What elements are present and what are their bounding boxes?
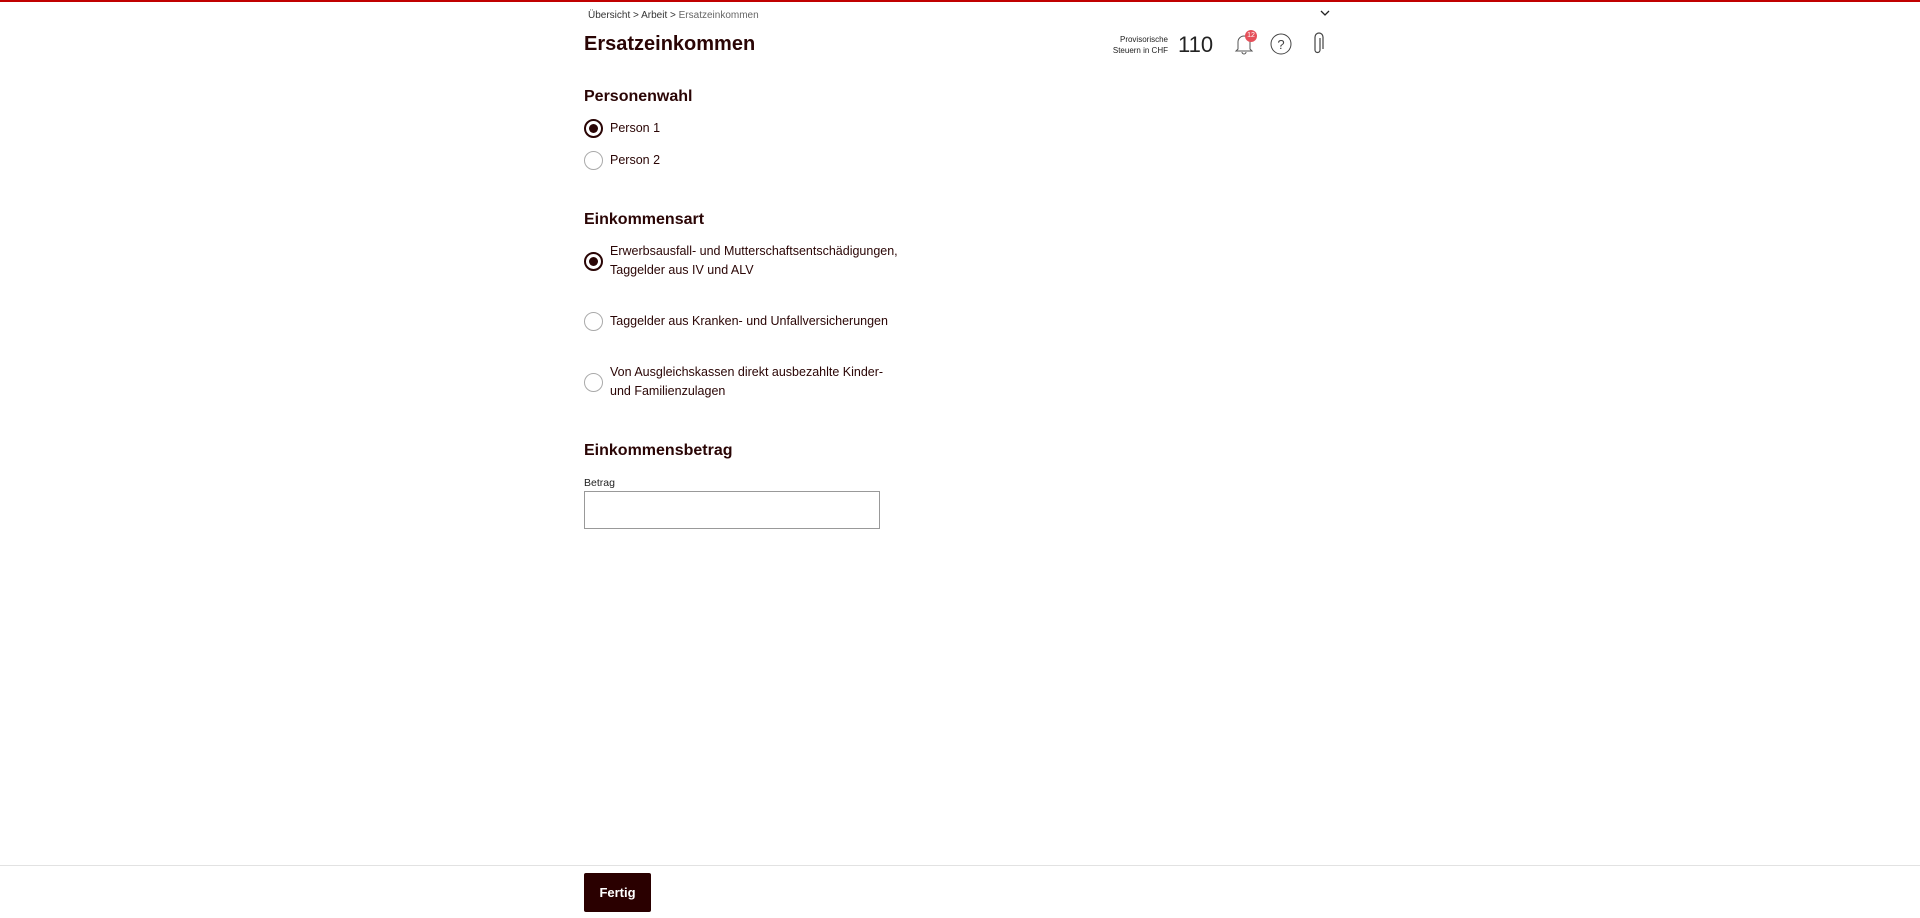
breadcrumb-sep: > xyxy=(630,10,642,21)
page-title: Ersatzeinkommen xyxy=(584,33,756,55)
breadcrumb-overview[interactable]: Übersicht xyxy=(588,10,631,21)
radio-unchecked[interactable] xyxy=(584,312,603,331)
breadcrumb-arbeit[interactable]: Arbeit xyxy=(641,10,668,21)
breadcrumb-current: Ersatzeinkommen xyxy=(678,10,759,21)
radio-label: Taggelder aus Kranken- und Unfallversicherungen xyxy=(610,314,888,328)
radio-label: Von Ausgleichskassen direkt ausbezahlte Kinder- und Familienzulagen xyxy=(610,365,884,398)
top-accent-bar xyxy=(0,0,1920,2)
chevron-down-icon[interactable] xyxy=(1320,6,1330,20)
done-button[interactable]: Fertig xyxy=(584,873,651,912)
breadcrumb xyxy=(588,10,759,21)
radio-label: Person 2 xyxy=(610,153,661,167)
radio-checked[interactable] xyxy=(584,252,603,271)
help-icon[interactable] xyxy=(1270,33,1292,60)
radio-person-2[interactable] xyxy=(584,151,900,170)
breadcrumb-sep: > xyxy=(667,10,679,21)
radio-unchecked[interactable] xyxy=(584,151,603,170)
notification-badge: 12 xyxy=(1245,30,1257,42)
heading-einkommensbetrag: Einkommensbetrag xyxy=(584,442,733,459)
betrag-label: Betrag xyxy=(584,477,615,489)
tax-label-line1: Provisorische xyxy=(1119,35,1168,44)
radio-checked[interactable] xyxy=(584,119,603,138)
heading-personenwahl: Personenwahl xyxy=(584,88,693,105)
footer-divider xyxy=(0,865,1920,866)
tax-label xyxy=(1100,34,1168,56)
radio-person-1[interactable] xyxy=(584,119,900,138)
radio-label: Erwerbsausfall- und Mutterschaftsentschädigungen, Taggelder aus IV und ALV xyxy=(610,244,898,277)
tax-label-line2: Steuern in CHF xyxy=(1112,46,1168,55)
tax-value: 110 xyxy=(1178,32,1214,57)
radio-label: Person 1 xyxy=(610,121,661,135)
radio-erwerbsausfall[interactable] xyxy=(584,242,900,280)
betrag-input[interactable] xyxy=(584,491,880,529)
radio-familienzulagen[interactable] xyxy=(584,363,900,401)
radio-taggelder[interactable] xyxy=(584,312,900,331)
radio-unchecked[interactable] xyxy=(584,373,603,392)
svg-text:?: ? xyxy=(1277,37,1285,52)
paperclip-icon[interactable] xyxy=(1311,32,1325,61)
heading-einkommensart: Einkommensart xyxy=(584,211,705,228)
